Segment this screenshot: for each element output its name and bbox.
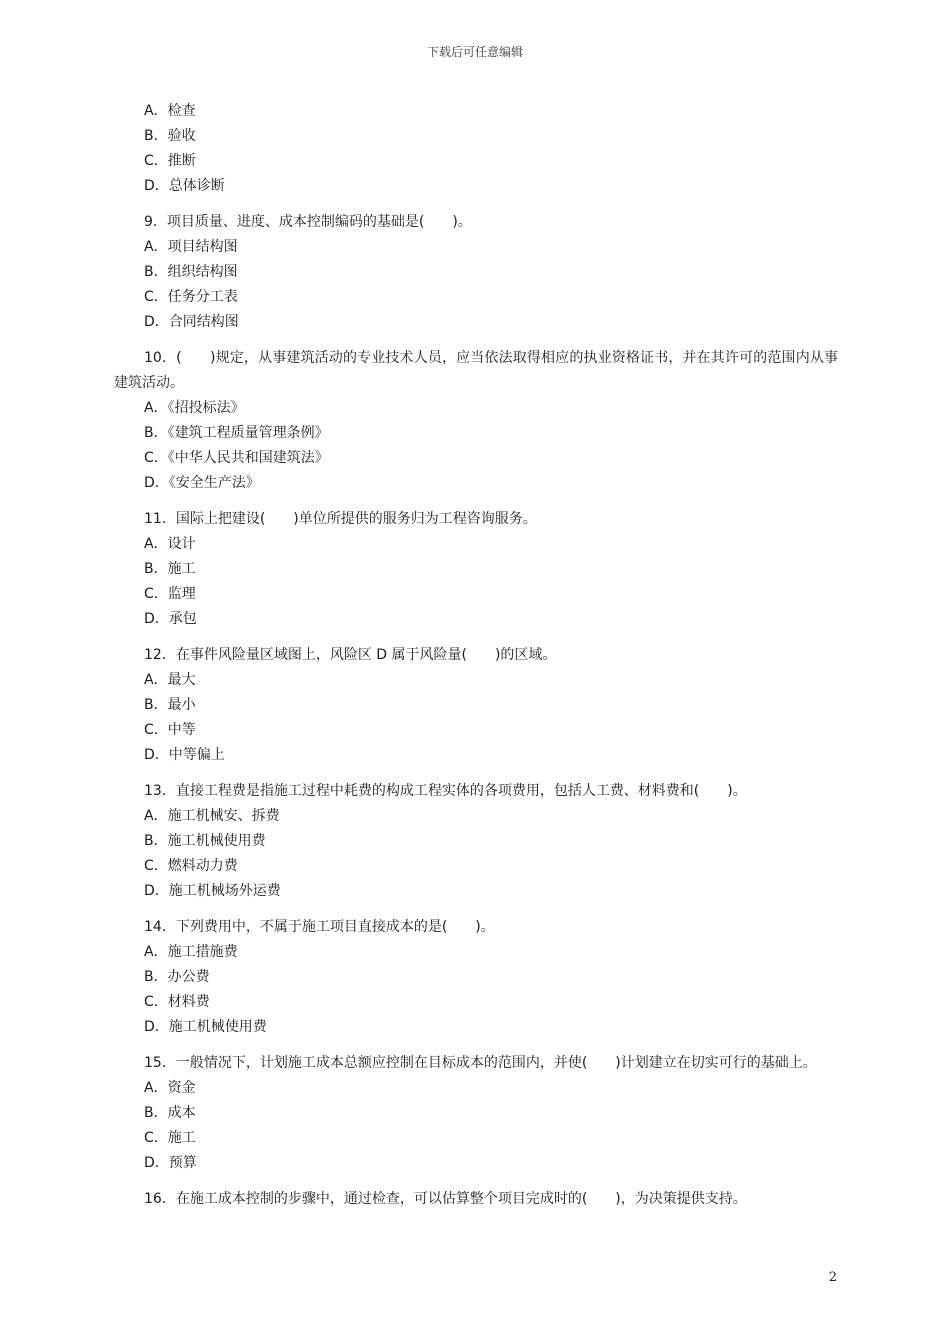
question-stem: 11．国际上把建设( )单位所提供的服务归为工程咨询服务。: [144, 511, 537, 527]
option-d: D．承包: [144, 611, 197, 627]
option-b: B．施工机械使用费: [144, 833, 266, 849]
question-16: [114, 1187, 838, 1212]
option-b: B．施工: [144, 561, 196, 577]
question-8-continued: [114, 99, 838, 199]
question-10: [114, 346, 838, 496]
option-a: A．最大: [144, 672, 196, 688]
question-12: [114, 643, 838, 768]
option-c: C．材料费: [144, 994, 210, 1010]
option-b: B．《建筑工程质量管理条例》: [144, 425, 329, 441]
question-stem: 15．一般情况下，计划施工成本总额应控制在目标成本的范围内，并使( )计划建立在切实可行的基础上。: [144, 1055, 817, 1071]
option-b: B．验收: [144, 128, 196, 144]
option-c: C．燃料动力费: [144, 858, 238, 874]
question-13: [114, 779, 838, 904]
option-a: A．检查: [144, 103, 196, 119]
question-11: [114, 507, 838, 632]
question-list: [114, 99, 838, 1212]
page-number: 2: [828, 1270, 837, 1285]
option-b: B．办公费: [144, 969, 210, 985]
page-header: 下载后可任意编辑: [426, 45, 523, 59]
option-d: D．预算: [144, 1155, 197, 1171]
question-stem: 10．( )规定，从事建筑活动的专业技术人员，应当依法取得相应的执业资格证书，并在其许可的范围内从事建筑活动。: [114, 350, 838, 391]
option-c: C．中等: [144, 722, 196, 738]
option-d: D．施工机械使用费: [144, 1019, 267, 1035]
option-a: A．设计: [144, 536, 196, 552]
option-d: D．合同结构图: [144, 314, 239, 330]
option-c: C．推断: [144, 153, 196, 169]
option-d: D．施工机械场外运费: [144, 883, 281, 899]
option-a: A．资金: [144, 1080, 196, 1096]
option-c: C．任务分工表: [144, 289, 238, 305]
option-b: B．组织结构图: [144, 264, 238, 280]
option-c: C．《中华人民共和国建筑法》: [144, 450, 329, 466]
option-d: D．中等偏上: [144, 747, 225, 763]
question-stem: 12．在事件风险量区域图上，风险区 D 属于风险量( )的区域。: [144, 647, 557, 663]
option-a: A．施工措施费: [144, 944, 238, 960]
option-d: D．总体诊断: [144, 178, 225, 194]
question-stem: 13．直接工程费是指施工过程中耗费的构成工程实体的各项费用，包括人工费、材料费和( )。: [144, 783, 747, 799]
option-d: D．《安全生产法》: [144, 475, 260, 491]
option-b: B．成本: [144, 1105, 196, 1121]
question-15: [114, 1051, 838, 1176]
question-9: [114, 210, 838, 335]
option-a: A．《招投标法》: [144, 400, 245, 416]
question-stem: 16．在施工成本控制的步骤中，通过检查，可以估算整个项目完成时的( )，为决策提供支持。: [144, 1191, 747, 1207]
question-stem: 14．下列费用中，不属于施工项目直接成本的是( )。: [144, 919, 495, 935]
option-b: B．最小: [144, 697, 196, 713]
question-stem: 9．项目质量、进度、成本控制编码的基础是( )。: [144, 214, 472, 230]
question-14: [114, 915, 838, 1040]
option-c: C．监理: [144, 586, 196, 602]
option-a: A．项目结构图: [144, 239, 238, 255]
option-a: A．施工机械安、拆费: [144, 808, 280, 824]
option-c: C．施工: [144, 1130, 196, 1146]
